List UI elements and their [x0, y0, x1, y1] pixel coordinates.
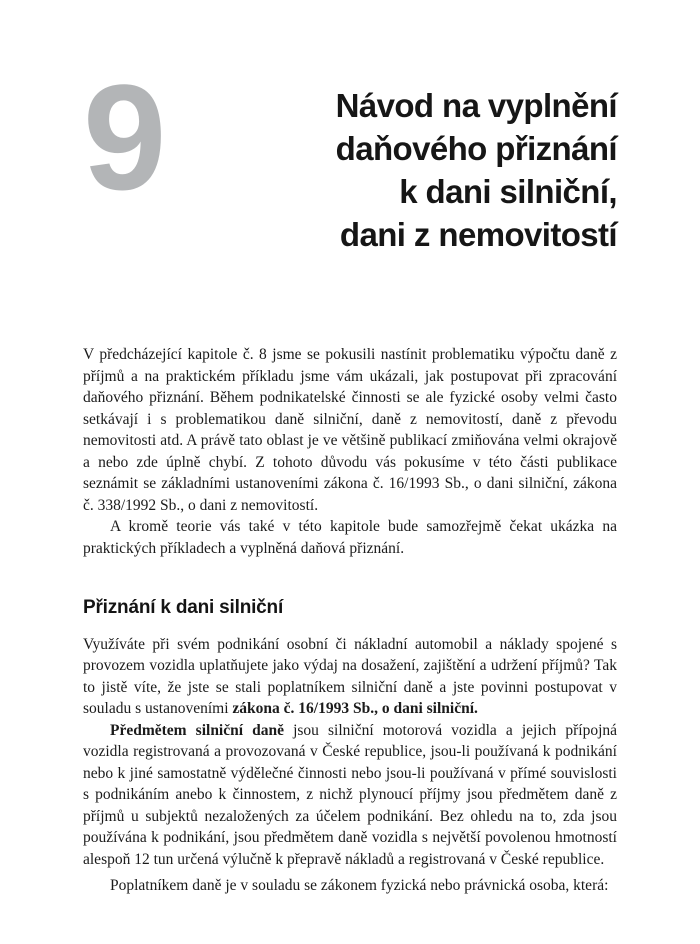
chapter-number: 9 — [83, 53, 165, 221]
chapter-title — [336, 68, 617, 256]
chapter-header — [83, 0, 617, 256]
paragraph-section-1 — [83, 634, 617, 720]
paragraph-intro-1: V předcházející kapitole č. 8 jsme se pokusili nastínit problematiku výpočtu daně z příjmů a na praktickém příkladu jsme vám ukázali, jak postupovat při zpracování daňového přiznání. Během podnikatelské činnosti se ale fyzické osoby velmi často setkávají i s problematikou daně silniční, daně z nemovitostí, daně z převodu nemovitosti atd. A právě tato oblast je ve většině publikací zmiňována velmi okrajově a nebo zde úplně chybí. Z tohoto důvodu vás pokusíme v této části publikace seznámit se základními ustanoveními zákona č. 16/1993 Sb., o dani silniční, zákona č. 338/1992 Sb., o dani z nemovitostí. — [83, 346, 617, 514]
paragraph-section-2-text: jsou silniční motorová vozidla a jejich přípojná vozidla registrovaná a provozovaná v České republice, jsou-li používaná k podnikání nebo k jiné samostatně výdělečné činnosti nebo jsou-li používaná v přímé souvislosti s podnikáním anebo k činnostem, z nichž plynoucí příjmy jsou předmětem daně z příjmů u subjektů nezaložených za účelem podnikání. Bez ohledu na to, zda jsou používána k podnikání, jsou předmětem daně vozidla s největší povolenou hmotností alespoň 12 tun určená výlučně k přepravě nákladů a registrovaná v České republice. — [83, 721, 617, 868]
paragraph-section-3: Poplatníkem daně je v souladu se zákonem fyzická nebo právnická osoba, která: — [110, 877, 609, 894]
chapter-title-line: dani z nemovitostí — [339, 216, 617, 253]
section-heading: Přiznání k dani silniční — [83, 597, 284, 618]
chapter-title-line: k dani silniční, — [399, 173, 617, 210]
paragraph-intro-2: A kromě teorie vás také v této kapitole bude samozřejmě čekat ukázka na praktických příkladech a vyplněná daňová přiznání. — [83, 518, 617, 557]
paragraph-section-2-bold-lead: Předmětem silniční daně — [110, 721, 284, 739]
chapter-title-line: daňového přiznání — [335, 130, 617, 167]
paragraph-section-2 — [83, 720, 617, 871]
page-body — [83, 344, 617, 897]
paragraph-section-1-bold: zákona č. 16/1993 Sb., o dani silniční. — [232, 700, 478, 717]
chapter-title-line: Návod na vyplnění — [335, 87, 617, 124]
paragraph-section-1-text: Využíváte při svém podnikání osobní či nákladní automobil a náklady spojené s provozem vozidla uplatňujete jako výdaj na dosažení, zajištění a udržení příjmů? Tak to jistě víte, že jste se stali poplatníkem silniční daně a jste povinni postupovat v souladu s ustanoveními — [83, 635, 617, 717]
